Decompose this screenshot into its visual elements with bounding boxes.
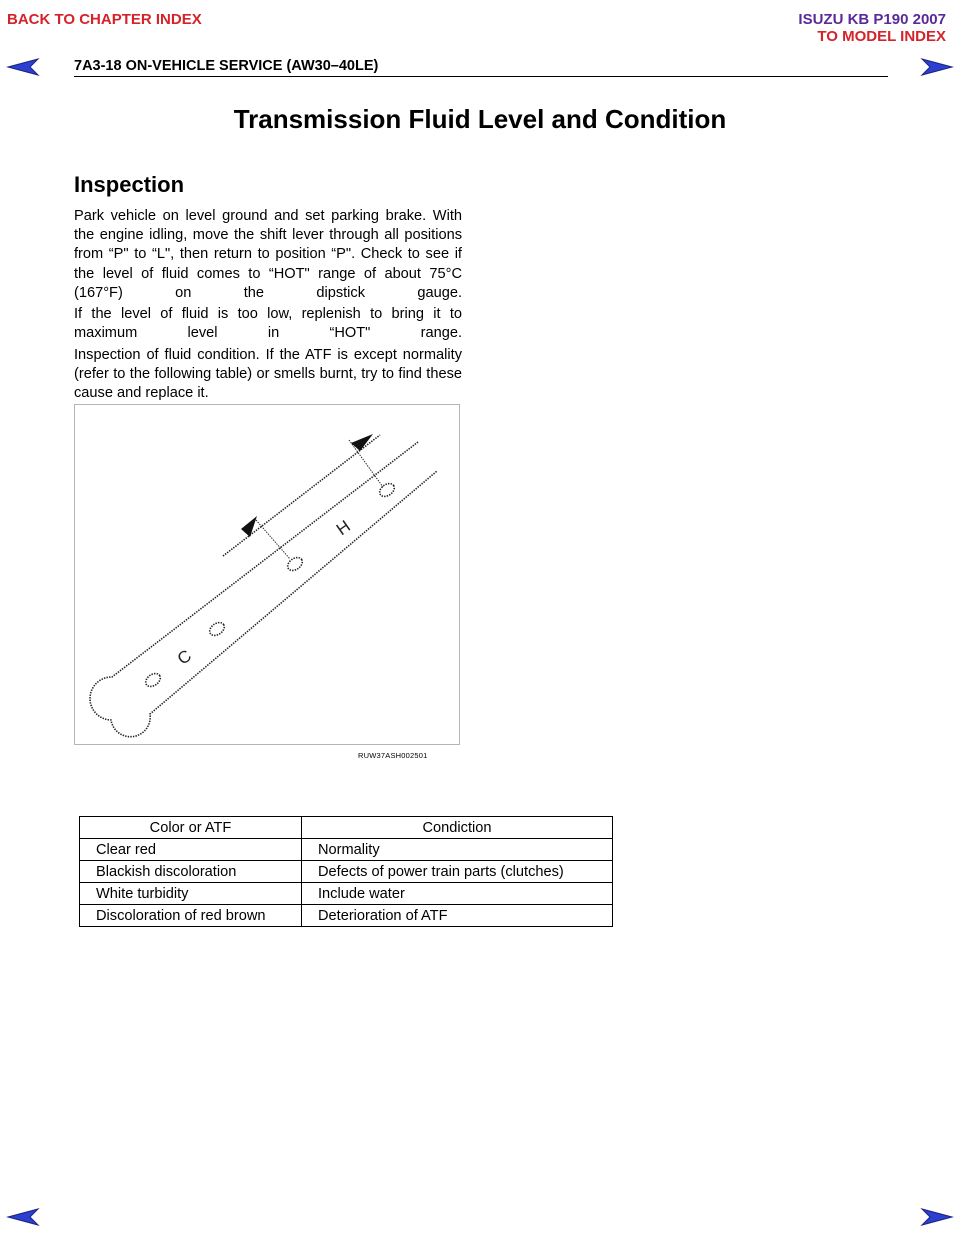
leader-upper xyxy=(349,440,383,487)
header-rule xyxy=(74,76,888,77)
hole-3 xyxy=(207,620,226,638)
dipstick-outline xyxy=(90,442,437,737)
table-cell-color: Blackish discoloration xyxy=(80,861,302,883)
table-header-color: Color or ATF xyxy=(80,817,302,839)
next-page-arrow-icon[interactable] xyxy=(920,1207,954,1227)
inspection-paragraph-1: Park vehicle on level ground and set parking brake. With the engine idling, move the shift lever through all positions from “P" to “L", then return to position “P". Check to see if the level of fluid comes to “HOT" range of about 75°C (167°F) on the dipstick gauge. xyxy=(74,208,462,301)
label-c: C xyxy=(173,646,195,669)
arrowhead-lower xyxy=(241,516,257,537)
to-model-index-link[interactable]: TO MODEL INDEX xyxy=(817,28,946,45)
section-header: 7A3-18 ON-VEHICLE SERVICE (AW30–40LE) xyxy=(74,58,379,74)
table-cell-color: Clear red xyxy=(80,839,302,861)
previous-page-arrow-icon[interactable] xyxy=(6,57,40,77)
scale-line xyxy=(223,435,380,556)
table-row xyxy=(80,883,613,905)
inspection-paragraph-3: Inspection of fluid condition. If the ATF is except normality (refer to the following table) or smells burnt, try to find these cause and replace it. xyxy=(74,347,462,402)
table-header-row xyxy=(80,817,613,839)
table-cell-condition: Include water xyxy=(302,883,613,905)
table-cell-condition: Defects of power train parts (clutches) xyxy=(302,861,613,883)
next-page-arrow-icon[interactable] xyxy=(920,57,954,77)
table-cell-condition: Deterioration of ATF xyxy=(302,905,613,927)
table-row xyxy=(80,839,613,861)
table-row xyxy=(80,861,613,883)
previous-page-arrow-icon[interactable] xyxy=(6,1207,40,1227)
table-cell-condition: Normality xyxy=(302,839,613,861)
hole-4 xyxy=(143,671,162,689)
hole-1 xyxy=(377,481,396,499)
back-to-chapter-index-link[interactable]: BACK TO CHAPTER INDEX xyxy=(7,11,202,28)
model-name: ISUZU KB P190 2007 xyxy=(798,11,946,28)
dipstick-illustration xyxy=(75,405,459,744)
inspection-paragraph-2: If the level of fluid is too low, replenish to bring it to maximum level in “HOT" range. xyxy=(74,306,462,342)
page-title: Transmission Fluid Level and Condition xyxy=(233,104,727,134)
table-cell-color: White turbidity xyxy=(80,883,302,905)
figure-code: RUW37ASH002501 xyxy=(358,751,428,760)
label-h: H xyxy=(332,516,354,540)
table-row xyxy=(80,905,613,927)
table-header-condition: Condiction xyxy=(302,817,613,839)
atf-condition-table xyxy=(79,816,613,927)
model-index-block xyxy=(798,11,946,45)
dipstick-figure xyxy=(74,404,460,745)
table-cell-color: Discoloration of red brown xyxy=(80,905,302,927)
inspection-heading: Inspection xyxy=(74,172,185,197)
